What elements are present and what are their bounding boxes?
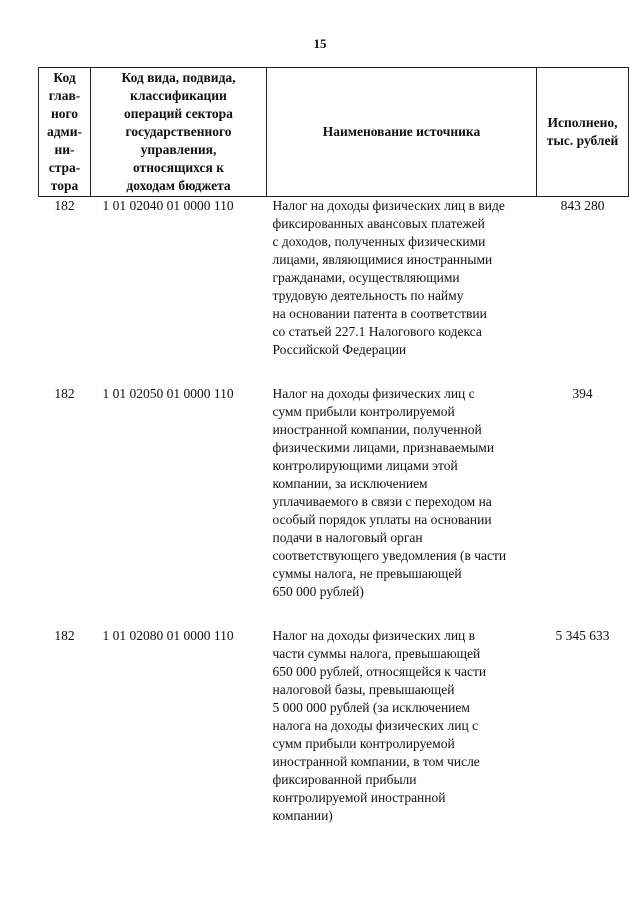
revenue-table [38, 67, 629, 825]
page-number: 15 [313, 36, 327, 51]
admin-code-cell: 182 [54, 198, 75, 213]
source-name-cell: Налог на доходы физических лиц в части суммы налога, превышающей 650 000 рублей, относящейся к части налоговой базы, превышающей 5 000 000 рублей (за исключением налога на доходы физических лиц с сумм прибыли контролируемой иностранной компании, в том числе фиксированной прибыли контролируемой иностранной компании) [272, 628, 487, 823]
table-row [39, 385, 629, 627]
amount-cell: 394 [572, 386, 593, 401]
table-row [39, 197, 629, 386]
header-admin-code: Код глав- ного адми- ни- стра- тора [39, 68, 91, 197]
amount-cell: 843 280 [560, 198, 605, 213]
header-executed-amount: Исполнено, тыс. рублей [537, 68, 629, 197]
header-classification-code: Код вида, подвида, классификации операций сектора государственного управления, относящихся к доходам бюджета [91, 68, 267, 197]
source-name-cell: Налог на доходы физических лиц в виде фиксированных авансовых платежей с доходов, полученных физическими лицами, являющимися иностранными гражданами, осуществляющими трудовую деятельность по найму на основании патента в соответствии со статьей 227.1 Налогового кодекса Российской Федерации [272, 198, 505, 357]
admin-code-cell: 182 [54, 386, 75, 401]
admin-code-cell: 182 [54, 628, 75, 643]
header-source-name: Наименование источника [267, 68, 537, 197]
table-row [39, 627, 629, 825]
amount-cell: 5 345 633 [555, 628, 610, 643]
source-name-cell: Налог на доходы физических лиц с сумм прибыли контролируемой иностранной компании, полученной физическими лицами, признаваемыми контролирующими лицами этой компании, за исключением уплачиваемого в связи с переходом на особый порядок уплаты на основании подачи в налоговый орган соответствующего уведомления (в части суммы налога, не превышающей 650 000 рублей) [272, 386, 507, 599]
classification-code-cell: 1 01 02080 01 0000 110 [102, 628, 234, 643]
classification-code-cell: 1 01 02050 01 0000 110 [102, 386, 234, 401]
table-header [39, 68, 629, 197]
classification-code-cell: 1 01 02040 01 0000 110 [102, 198, 234, 213]
